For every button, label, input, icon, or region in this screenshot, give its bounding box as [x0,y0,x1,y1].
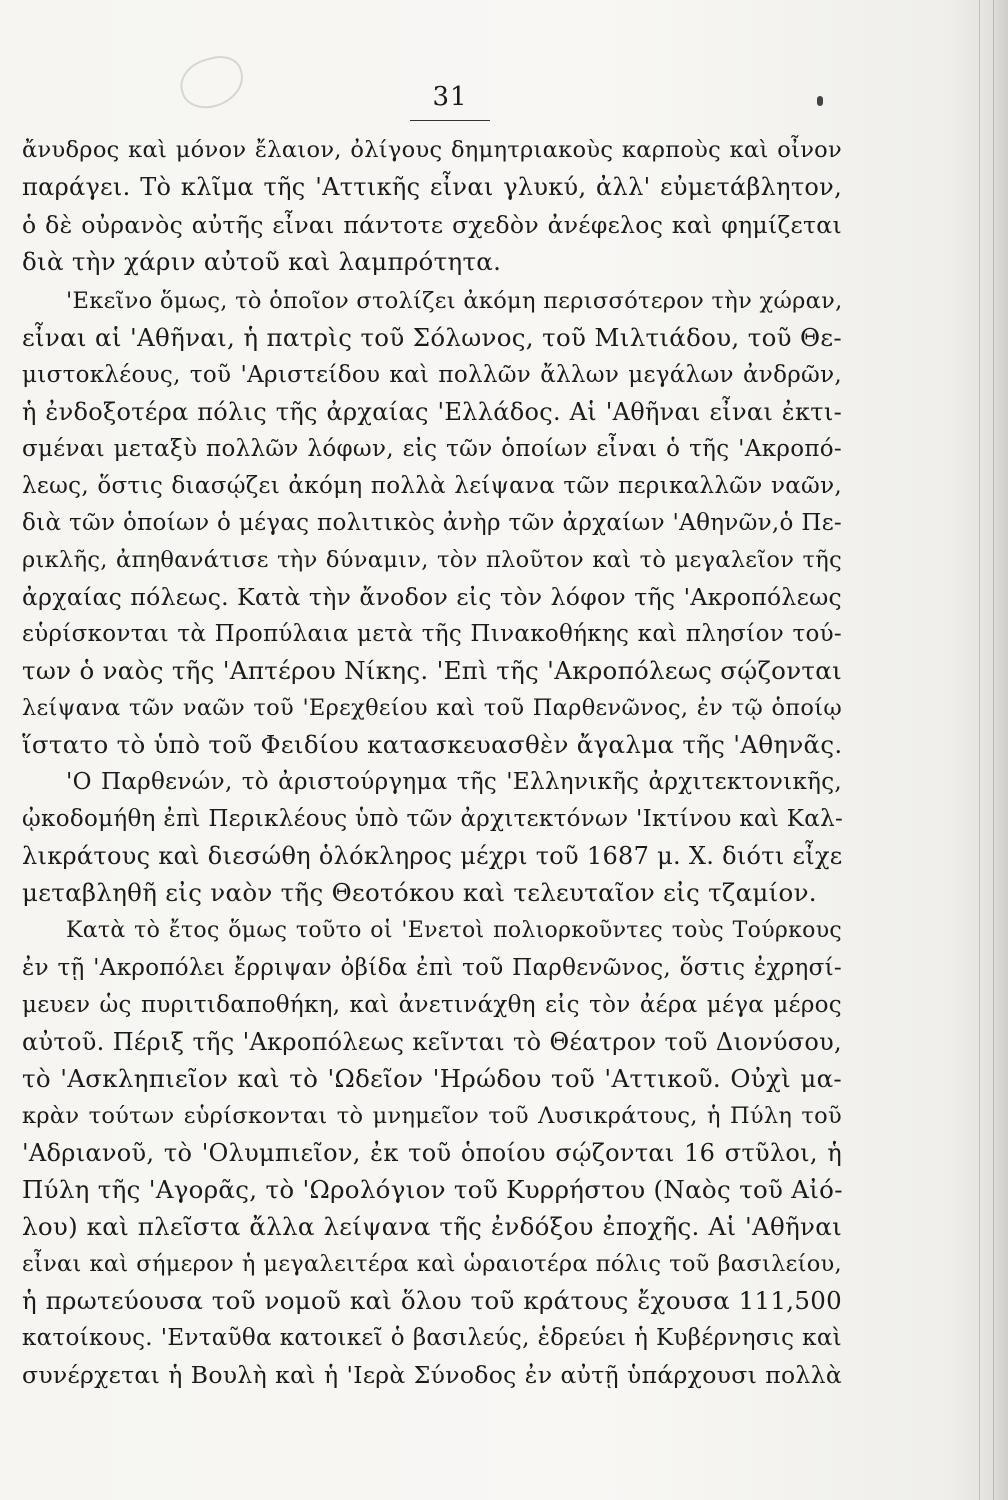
text-line: διὰ τῶν ὁποίων ὁ μέγας πολιτικὸς ἀνὴρ τῶν ἀρχαίων 'Αθηνῶν,ὁ Πε- [22,510,842,536]
text-line: διὰ τὴν χάριν αὐτοῦ καὶ λαμπρότητα. [22,247,502,276]
text-line: εὑρίσκονται τὰ Προπύλαια μετὰ τῆς Πινακοθήκης καὶ πλησίον τού- [22,621,842,647]
text-line: ἡ ἐνδοξοτέρα πόλις τῆς ἀρχαίας 'Ελλάδος. Αἱ 'Αθῆναι εἶναι ἐκτι- [22,398,842,426]
text-line: ρικλῆς, ἀπηθανάτισε τὴν δύναμιν, τὸν πλοῦτον καὶ τὸ μεγαλεῖον τῆς [22,547,842,573]
text-line: αὐτοῦ. Πέριξ τῆς 'Ακροπόλεως κεῖνται τὸ Θέατρον τοῦ Διονύσου, [22,1028,842,1056]
text-line: σμέναι μεταξὺ πολλῶν λόφων, εἰς τῶν ὁποίων εἶναι ὁ τῆς 'Ακροπό- [22,436,842,462]
text-line: εἶναι καὶ σήμερον ἡ μεγαλειτέρα καὶ ὡραιοτέρα πόλις τοῦ βασιλείου, [22,1251,842,1277]
text-line: ὁ δὲ οὐρανὸς αὐτῆς εἶναι πάντοτε σχεδὸν ἀνέφελος καὶ φημίζεται [22,211,842,239]
text-line: μεταβληθῆ εἰς ναὸν τῆς Θεοτόκου καὶ τελευταῖον εἰς τζαμίον. [22,878,817,907]
text-line: ἐν τῇ 'Ακροπόλει ἔρριψαν ὀβίδα ἐπὶ τοῦ Παρθενῶνος, ὅστις ἐχρησί- [22,955,842,981]
text-line: εἶναι αἱ 'Αθῆναι, ἡ πατρὶς τοῦ Σόλωνος, τοῦ Μιλτιάδου, τοῦ Θε- [22,323,842,352]
page-number: 31 [432,82,468,112]
text-line: 'Εκεῖνο ὅμως, τὸ ὁποῖον στολίζει ἀκόμη περισσότερον τὴν χώραν, [66,288,843,314]
text-line: λείψανα τῶν ναῶν τοῦ 'Ερεχθείου καὶ τοῦ Παρθενῶνος, ἐν τῷ ὁποίῳ [22,695,842,721]
text-line: κατοίκους. 'Ενταῦθα κατοικεῖ ὁ βασιλεύς, ἑδρεύει ἡ Κυβέρνησις καὶ [22,1325,842,1351]
text-line: ἄνυδρος καὶ μόνον ἔλαιον, ὀλίγους δημητριακοὺς καρποὺς καὶ οἶνον [22,137,842,163]
text-line: ἡ πρωτεύουσα τοῦ νομοῦ καὶ ὅλου τοῦ κράτους ἔχουσα 111,500 [22,1286,842,1315]
text-line: παράγει. Τὸ κλῖμα τῆς 'Αττικῆς εἶναι γλυκύ, ἀλλ' εὐμετάβλητον, [22,173,842,201]
text-line: ἵστατο τὸ ὑπὸ τοῦ Φειδίου κατασκευασθὲν ἄγαλμα τῆς 'Αθηνᾶς. [22,730,843,759]
text-line: μιστοκλέους, τοῦ 'Αριστείδου καὶ πολλῶν ἄλλων μεγάλων ἀνδρῶν, [22,362,842,388]
text-line: ᾠκοδομήθη ἐπὶ Περικλέους ὑπὸ τῶν ἀρχιτεκτόνων 'Ικτίνου καὶ Καλ- [22,806,844,832]
text-line: 'Ο Παρθενών, τὸ ἀριστούργημα τῆς 'Ελληνικῆς ἀρχιτεκτονικῆς, [66,769,842,795]
text-line: κρὰν τούτων εὑρίσκονται τὸ μνημεῖον τοῦ Λυσικράτους, ἡ Πύλη τοῦ [22,1103,842,1129]
text-line: λεως, ὅστις διασῴζει ἀκόμη πολλὰ λείψανα τῶν περικαλλῶν ναῶν, [22,473,842,499]
text-line: των ὁ ναὸς τῆς 'Απτέρου Νίκης. 'Επὶ τῆς 'Ακροπόλεως σῴζονται [22,656,842,685]
text-line: τὸ 'Ασκληπιεῖον καὶ τὸ 'Ωδεῖον 'Ηρώδου τοῦ 'Αττικοῦ. Οὐχὶ μα- [22,1064,842,1093]
text-line: μευεν ὡς πυριτιδαποθήκη, καὶ ἀνετινάχθη εἰς τὸν ἀέρα μέγα μέρος [22,992,842,1018]
text-line: Πύλη τῆς 'Αγορᾶς, τὸ 'Ωρολόγιον τοῦ Κυρρήστου (Ναὸς τοῦ Αἰό- [22,1175,843,1204]
text-line: ἀρχαίας πόλεως. Κατὰ τὴν ἄνοδον εἰς τὸν λόφον τῆς 'Ακροπόλεως [22,583,842,611]
text-line: Κατὰ τὸ ἔτος ὅμως τοῦτο οἱ 'Ενετοὶ πολιορκοῦντες τοὺς Τούρκους [66,918,842,943]
text-line: συνέρχεται ἡ Βουλὴ καὶ ἡ 'Ιερὰ Σύνοδος ἐν αὐτῇ ὑπάρχουσι πολλὰ [22,1361,842,1389]
text-line: λικράτους καὶ διεσώθη ὁλόκληρος μέχρι τοῦ 1687 μ. Χ. διότι εἶχε [22,842,843,870]
text-line: λου) καὶ πλεῖστα ἄλλα λείψανα τῆς ἐνδόξου ἐποχῆς. Αἱ 'Αθῆναι [22,1212,842,1241]
text-line: 'Αδριανοῦ, τὸ 'Ολυμπιεῖον, ἐκ τοῦ ὁποίου σῴζονται 16 στῦλοι, ἡ [22,1139,842,1167]
